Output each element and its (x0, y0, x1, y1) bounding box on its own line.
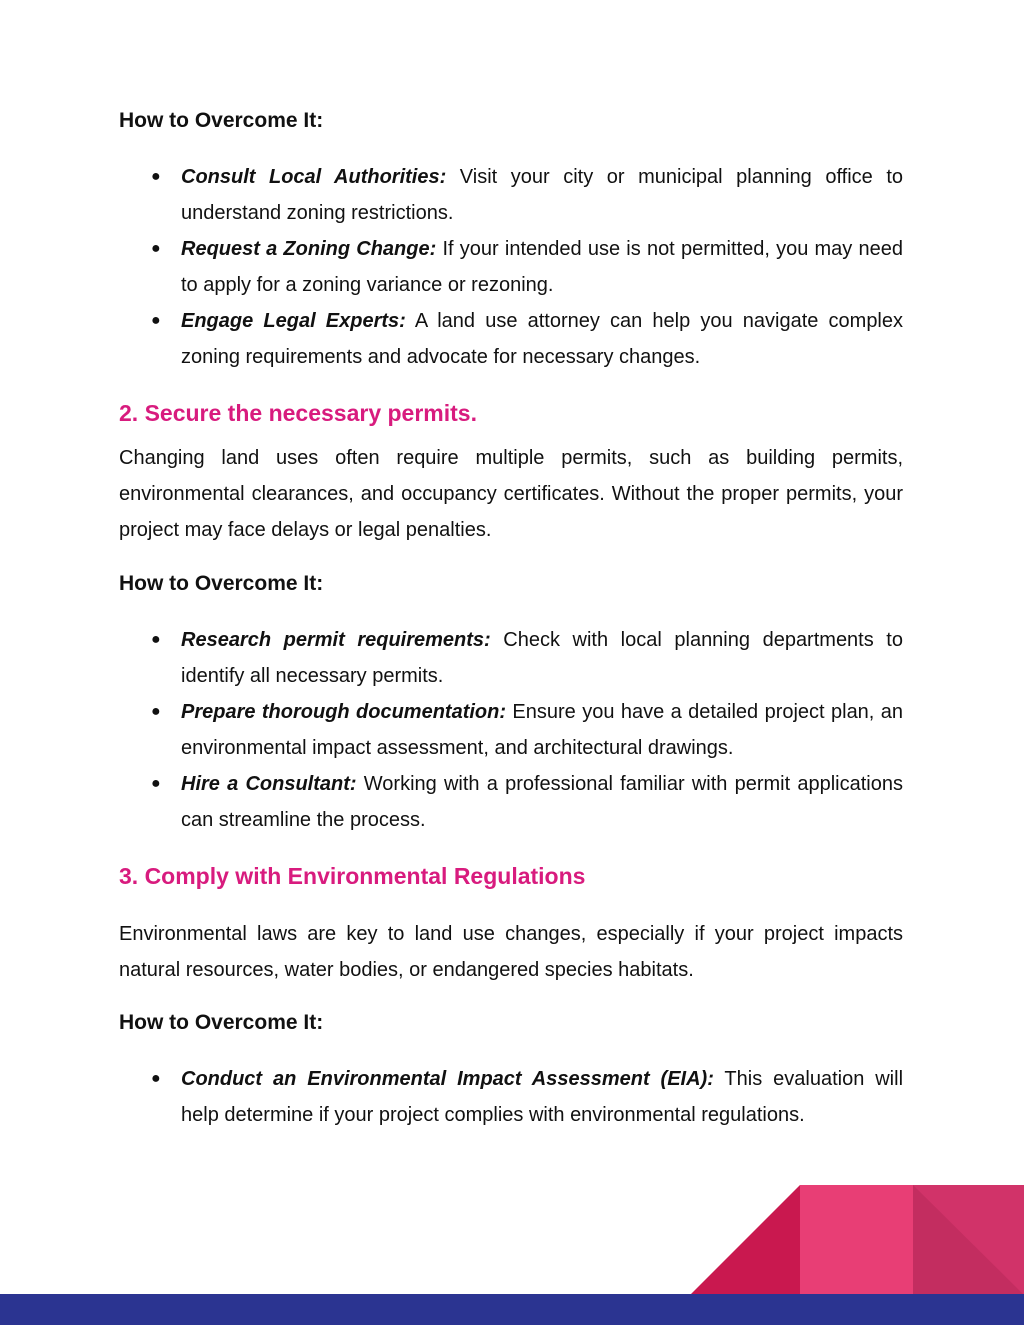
section-3-title: 3. Comply with Environmental Regulations (119, 863, 586, 889)
bullet-icon: ● (151, 312, 161, 329)
strategy-list-3 (119, 1061, 903, 1133)
list-item (119, 1061, 903, 1133)
list-item (119, 622, 903, 694)
list-item (119, 231, 903, 303)
deco-square-middle (800, 1185, 913, 1295)
bullet-icon: ● (151, 631, 161, 648)
list-item (119, 766, 903, 838)
corner-decoration (690, 1185, 1024, 1295)
section-2-body: Changing land uses often require multiple permits, such as building permits, environmental clearances, and occupancy certificates. Without the proper permits, your project may face delays or legal penalties. (119, 447, 903, 541)
list-item-term: Request a Zoning Change: (181, 238, 437, 260)
list-item-text: Visit your city or municipal planning office to understand zoning restrictions. (181, 166, 903, 224)
section-2-title: 2. Secure the necessary permits. (119, 400, 477, 426)
list-item-term: Hire a Consultant: (181, 773, 357, 795)
overcome-heading-2: How to Overcome It: (119, 572, 324, 595)
list-item-text: Ensure you have a detailed project plan, an environmental impact assessment, and architectural drawings. (181, 701, 904, 759)
bullet-icon: ● (151, 703, 161, 720)
list-item (119, 303, 903, 375)
list-item (119, 159, 903, 231)
list-item-term: Consult Local Authorities: (181, 166, 447, 188)
list-item (119, 694, 903, 766)
list-item-term: Conduct an Environmental Impact Assessment (EIA): (181, 1068, 714, 1090)
bullet-icon: ● (151, 775, 161, 792)
list-item-text: If your intended use is not permitted, you may need to apply for a zoning variance or rezoning. (181, 238, 903, 296)
list-item-text: Check with local planning departments to identify all necessary permits. (181, 629, 903, 687)
list-item-text: This evaluation will help determine if your project complies with environmental regulations. (181, 1068, 904, 1126)
bullet-icon: ● (151, 168, 161, 185)
list-item-term: Research permit requirements: (181, 629, 491, 651)
list-item-text: A land use attorney can help you navigate complex zoning requirements and advocate for necessary changes. (181, 310, 904, 368)
list-item-text: Working with a professional familiar with permit applications can streamline the process. (181, 773, 903, 831)
overcome-heading-3: How to Overcome It: (119, 1011, 324, 1034)
section-3-body: Environmental laws are key to land use changes, especially if your project impacts natural resources, water bodies, or endangered species habitats. (119, 923, 903, 981)
list-item-term: Engage Legal Experts: (181, 310, 406, 332)
strategy-list-1 (119, 159, 903, 375)
bullet-icon: ● (151, 240, 161, 257)
bullet-icon: ● (151, 1070, 161, 1087)
strategy-list-2 (119, 622, 903, 838)
list-item-term: Prepare thorough documentation: (181, 701, 507, 723)
overcome-heading-1: How to Overcome It: (119, 109, 324, 132)
footer-bar (0, 1294, 1024, 1325)
deco-triangle-left (690, 1185, 800, 1295)
